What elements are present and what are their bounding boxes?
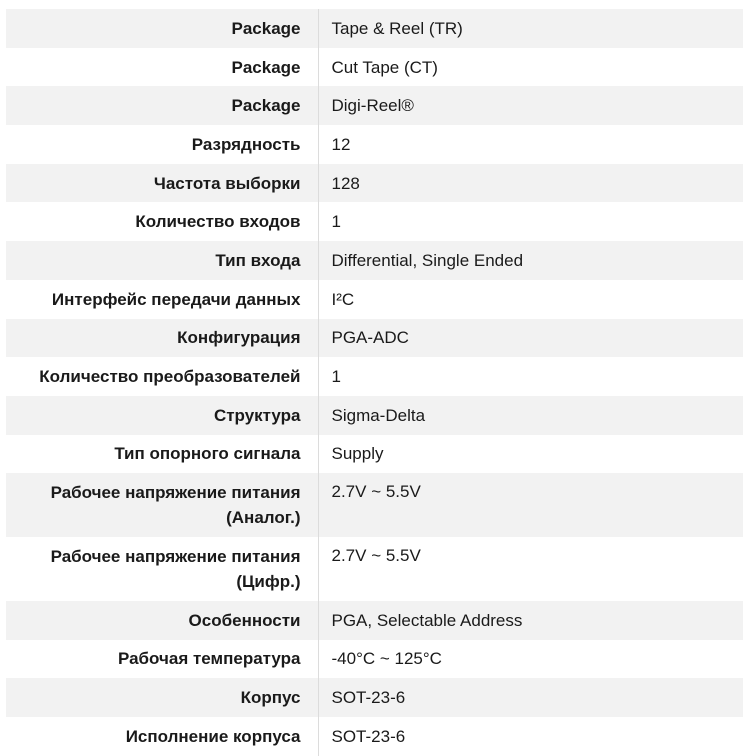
spec-label: Рабочее напряжение питания (Цифр.)	[6, 537, 318, 601]
specifications-table	[6, 9, 743, 756]
spec-value: 2.7V ~ 5.5V	[318, 537, 743, 601]
spec-value: PGA-ADC	[318, 319, 743, 358]
spec-value: SOT-23-6	[318, 678, 743, 717]
spec-label: Тип опорного сигнала	[6, 435, 318, 474]
spec-value: I²C	[318, 280, 743, 319]
spec-row-supply-digital	[6, 537, 743, 601]
spec-label: Рабочая температура	[6, 640, 318, 679]
spec-value: -40°C ~ 125°C	[318, 640, 743, 679]
spec-value: 2.7V ~ 5.5V	[318, 473, 743, 537]
spec-row-resolution	[6, 125, 743, 164]
spec-row-package-case	[6, 678, 743, 717]
spec-label: Интерфейс передачи данных	[6, 280, 318, 319]
spec-row-supply-analog	[6, 473, 743, 537]
spec-row-operating-temperature	[6, 640, 743, 679]
spec-value: Differential, Single Ended	[318, 241, 743, 280]
spec-value: Supply	[318, 435, 743, 474]
spec-value: Tape & Reel (TR)	[318, 9, 743, 48]
spec-row-package-tr	[6, 9, 743, 48]
spec-value: 128	[318, 164, 743, 203]
spec-row-input-count	[6, 202, 743, 241]
spec-row-package-digireel	[6, 86, 743, 125]
spec-label: Структура	[6, 396, 318, 435]
spec-label: Package	[6, 86, 318, 125]
spec-label: Исполнение корпуса	[6, 717, 318, 756]
spec-label: Количество преобразователей	[6, 357, 318, 396]
specifications-body	[6, 9, 743, 756]
spec-row-data-interface	[6, 280, 743, 319]
spec-value: PGA, Selectable Address	[318, 601, 743, 640]
spec-value: Sigma-Delta	[318, 396, 743, 435]
spec-value: Digi-Reel®	[318, 86, 743, 125]
spec-label: Особенности	[6, 601, 318, 640]
spec-label: Тип входа	[6, 241, 318, 280]
spec-value: SOT-23-6	[318, 717, 743, 756]
spec-row-sample-rate	[6, 164, 743, 203]
spec-value: 1	[318, 357, 743, 396]
spec-label: Частота выборки	[6, 164, 318, 203]
spec-label: Конфигурация	[6, 319, 318, 358]
spec-label: Количество входов	[6, 202, 318, 241]
spec-row-configuration	[6, 319, 743, 358]
spec-row-package-ct	[6, 48, 743, 87]
spec-row-converter-count	[6, 357, 743, 396]
spec-label: Package	[6, 9, 318, 48]
spec-value: Cut Tape (CT)	[318, 48, 743, 87]
spec-row-supplier-device-package	[6, 717, 743, 756]
spec-value: 12	[318, 125, 743, 164]
spec-label: Корпус	[6, 678, 318, 717]
spec-row-features	[6, 601, 743, 640]
spec-label: Package	[6, 48, 318, 87]
spec-row-architecture	[6, 396, 743, 435]
spec-row-input-type	[6, 241, 743, 280]
spec-value: 1	[318, 202, 743, 241]
spec-label: Разрядность	[6, 125, 318, 164]
spec-row-reference-type	[6, 435, 743, 474]
spec-label: Рабочее напряжение питания (Аналог.)	[6, 473, 318, 537]
